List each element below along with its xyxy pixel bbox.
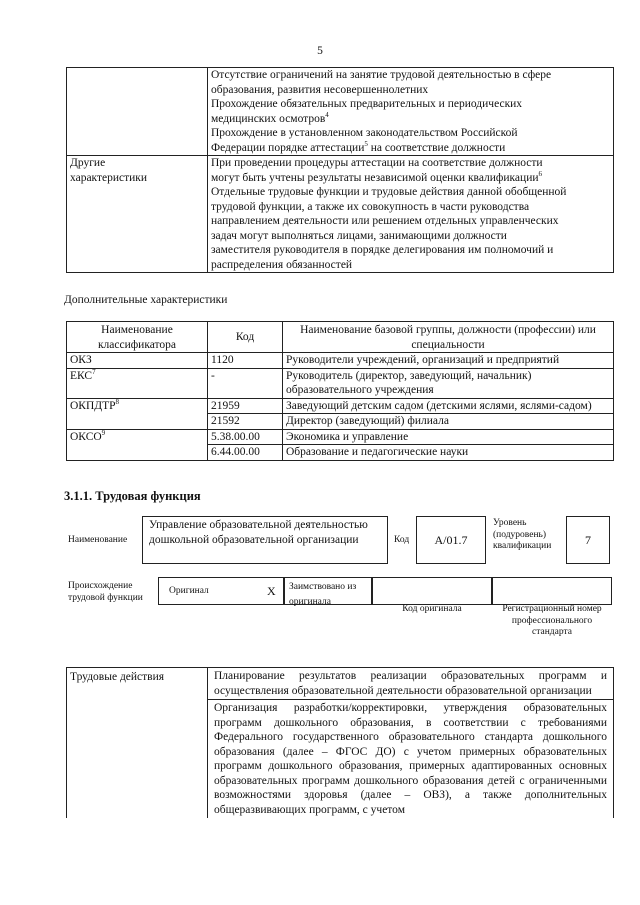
table-row — [67, 429, 614, 445]
reg-number-label: Регистрационный номер профессионального стандарта — [502, 604, 602, 637]
actions-label: Трудовые действия — [67, 668, 208, 819]
other-characteristics-label — [67, 156, 208, 273]
code-original-box — [372, 577, 492, 605]
text-line: заместителя руководителя в порядке делегирования им полномочий и — [211, 244, 554, 256]
label-line: Другие — [70, 157, 106, 169]
code-original-label: Код оригинала — [402, 604, 462, 614]
tf-name-box: Управление образовательной деятельностью дошкольной образовательной организации — [142, 516, 388, 564]
classifier-title: Директор (заведующий) филиала — [283, 414, 614, 430]
classifier-code: - — [208, 368, 283, 398]
table-row — [67, 398, 614, 414]
footnote-ref: 6 — [538, 169, 542, 178]
additional-title: Дополнительные характеристики — [64, 294, 228, 306]
classifier-title: Образование и педагогические науки — [283, 445, 614, 461]
origin-label: Происхождение трудовой функции — [68, 581, 143, 603]
classifier-code: 1120 — [208, 353, 283, 369]
text-line: задач могут выполняться лицами, занимающими должности — [211, 229, 507, 242]
footnote-ref: 5 — [364, 139, 368, 148]
classifier-name: ЕКС — [70, 369, 93, 382]
text-line: Прохождение обязательных предварительных и периодических — [211, 98, 523, 110]
actions-table — [66, 667, 614, 818]
footnote-ref: 4 — [325, 110, 329, 119]
action-item: Организация разработки/корректировки, утверждения образовательных программ дошкольного образования, в соответствии с требованиями Федерального государственного образовательного стандарта дошкольного образования (далее – ФГОС ДО) с учетом примерных образовательных программ дошкольного образования, примерных адаптированных основных образовательных программ дошкольного образования детей с ограниченными возможностями здоровья (далее – ОВЗ), а также дополнительных общеразвивающих программ, с учетом — [208, 700, 614, 819]
text-line: образования, развития несовершеннолетних — [211, 83, 429, 96]
classifier-title: Заведующий детским садом (детскими яслями, яслями-садом) — [283, 398, 614, 414]
page-number: 5 — [317, 45, 323, 57]
original-mark: X — [267, 584, 276, 598]
text-line: Федерации порядке аттестации — [211, 141, 365, 154]
classifier-title: Руководитель (директор, заведующий, начальник) образовательного учреждения — [283, 368, 614, 398]
text-line: трудовой функции, а также их совокупность в части руководства — [211, 200, 530, 213]
col-header-code: Код — [208, 322, 283, 353]
tf-level-label: Уровень (подуровень) квалификации — [493, 518, 552, 551]
classifier-name: ОКСО — [70, 430, 102, 443]
footnote-ref: 7 — [92, 367, 96, 376]
other-characteristics-cell — [208, 156, 614, 273]
borrowed-box — [284, 577, 372, 605]
text-line: распределения обязанностей — [211, 258, 353, 271]
borrowed-label: Заимствовано из оригинала — [289, 582, 357, 607]
classifier-name: ОКЗ — [70, 354, 92, 366]
text-line: Отдельные трудовые функции и трудовые действия данной обобщенной — [211, 186, 567, 198]
tf-code-label: Код — [394, 535, 410, 545]
table-row — [67, 368, 614, 398]
requirements-table — [66, 67, 614, 273]
classifier-code: 6.44.00.00 — [208, 445, 283, 461]
text-line: на соответствие должности — [370, 141, 506, 154]
original-box — [158, 577, 284, 605]
original-label: Оригинал — [169, 586, 209, 596]
label-line: характеристики — [70, 171, 148, 184]
col-header-name: Наименование базовой группы, должности (профессии) или специальности — [283, 322, 614, 353]
classifier-title: Экономика и управление — [283, 429, 614, 445]
text-line: Отсутствие ограничений на занятие трудовой деятельностью в сфере — [211, 69, 552, 81]
classifier-title: Руководители учреждений, организаций и предприятий — [283, 353, 614, 369]
classifier-code: 21592 — [208, 414, 283, 430]
tf-name-label: Наименование — [68, 535, 128, 545]
reg-number-box — [492, 577, 612, 605]
text-line: Прохождение в установленном законодательством Российской — [211, 127, 518, 139]
section-title: 3.1.1. Трудовая функция — [64, 489, 201, 503]
classifier-code: 5.38.00.00 — [208, 429, 283, 445]
classifier-code: 21959 — [208, 398, 283, 414]
classifier-name: ОКПДТР — [70, 399, 116, 412]
tf-code-box: А/01.7 — [416, 516, 486, 564]
empty-label-cell — [67, 68, 208, 156]
table-row — [67, 414, 614, 430]
table-row — [67, 445, 614, 461]
text-line: могут быть учтены результаты независимой оценки квалификации — [211, 171, 539, 184]
footnote-ref: 8 — [115, 397, 120, 406]
footnote-ref: 9 — [101, 428, 106, 437]
col-header-classifier: Наименование классификатора — [67, 322, 208, 353]
classifier-table — [66, 321, 614, 461]
text-line: направлением деятельности или решением отдельных управленческих — [211, 215, 559, 227]
action-item: Планирование результатов реализации образовательных программ и осуществления образовательной деятельности образовательной организации — [208, 668, 614, 700]
table-row — [67, 353, 614, 369]
tf-level-box: 7 — [566, 516, 610, 564]
text-line: При проведении процедуры аттестации на соответствие должности — [211, 157, 543, 169]
requirements-cell — [208, 68, 614, 156]
text-line: медицинских осмотров — [211, 112, 326, 125]
